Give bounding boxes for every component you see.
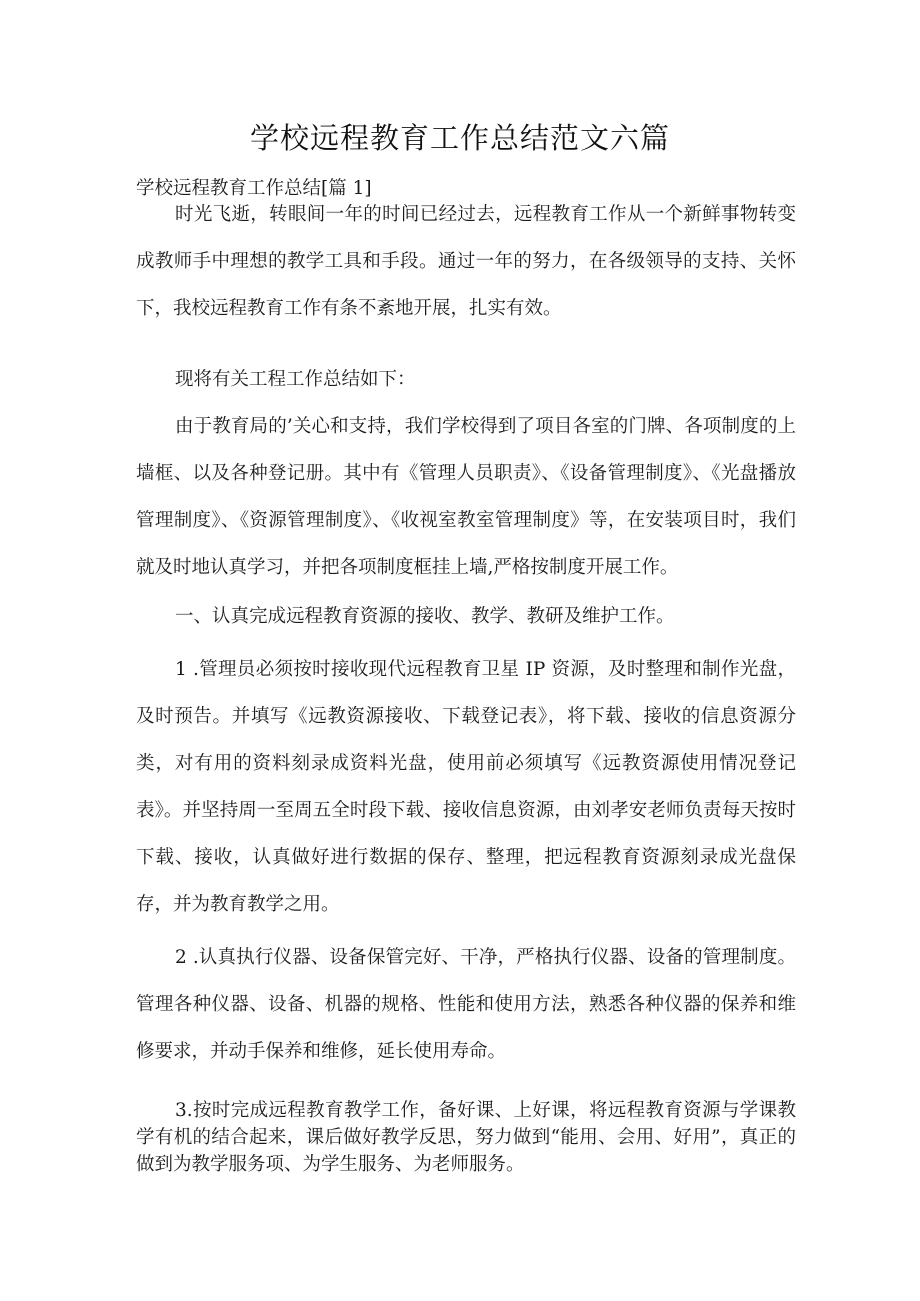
paragraph-regulations: 由于教育局的’关心和支持，我们学校得到了项目各室的门牌、各项制度的上墙框、以及各种登记册。其中有《管理人员职责》、《设备管理制度》、《光盘播放管理制度》、《资源管理制度》、《收视室教室管理制度》等，在安装项目时，我们就及时地认真学习，并把各项制度框挂上墙,严格按制度开展工作。 <box>136 416 796 578</box>
paragraph-item-2: 2 .认真执行仪器、设备保管完好、干净，严格执行仪器、设备的管理制度。管理各种仪器、设备、机器的规格、性能和使用方法，熟悉各种仪器的保养和维修要求，并动手保养和维修，延长使用寿命。 <box>136 947 796 1062</box>
paragraph-item-1: 1 .管理员必须按时接收现代远程教育卫星 IP 资源，及时整理和制作光盘，及时预告。并填写《远教资源接收、下载登记表》，将下载、接收的信息资源分类，对有用的资料刻录成资料光盘，使用前必须填写《远教资源使用情况登记表》。并坚持周一至周五全时段下载、接收信息资源，由刘孝安老师负责每天按时下载、接收，认真做好进行数据的保存、整理，把远程教育资源刻录成光盘保存，并为教育教学之用。 <box>136 659 796 915</box>
document-title: 学校远程教育工作总结范文六篇 <box>249 121 670 155</box>
section-heading: 学校远程教育工作总结[篇 1] <box>136 178 372 199</box>
paragraph-intro: 时光飞逝，转眼间一年的时间已经过去，远程教育工作从一个新鲜事物转变成教师手中理想的教学工具和手段。通过一年的努力，在各级领导的支持、关怀下，我校远程教育工作有条不紊地开展，扎实有效。 <box>136 204 796 319</box>
paragraph-section-one: 一、认真完成远程教育资源的接收、教学、教研及维护工作。 <box>175 606 675 627</box>
paragraph-summary-lead: 现将有关工程工作总结如下： <box>175 369 416 390</box>
paragraph-item-3: 3.按时完成远程教育教学工作，备好课、上好课，将远程教育资源与学课教学有机的结合起来，课后做好教学反思，努力做到“能用、会用、好用”，真正的做到为教学服务项、为学生服务、为老师服务。 <box>136 1100 796 1175</box>
